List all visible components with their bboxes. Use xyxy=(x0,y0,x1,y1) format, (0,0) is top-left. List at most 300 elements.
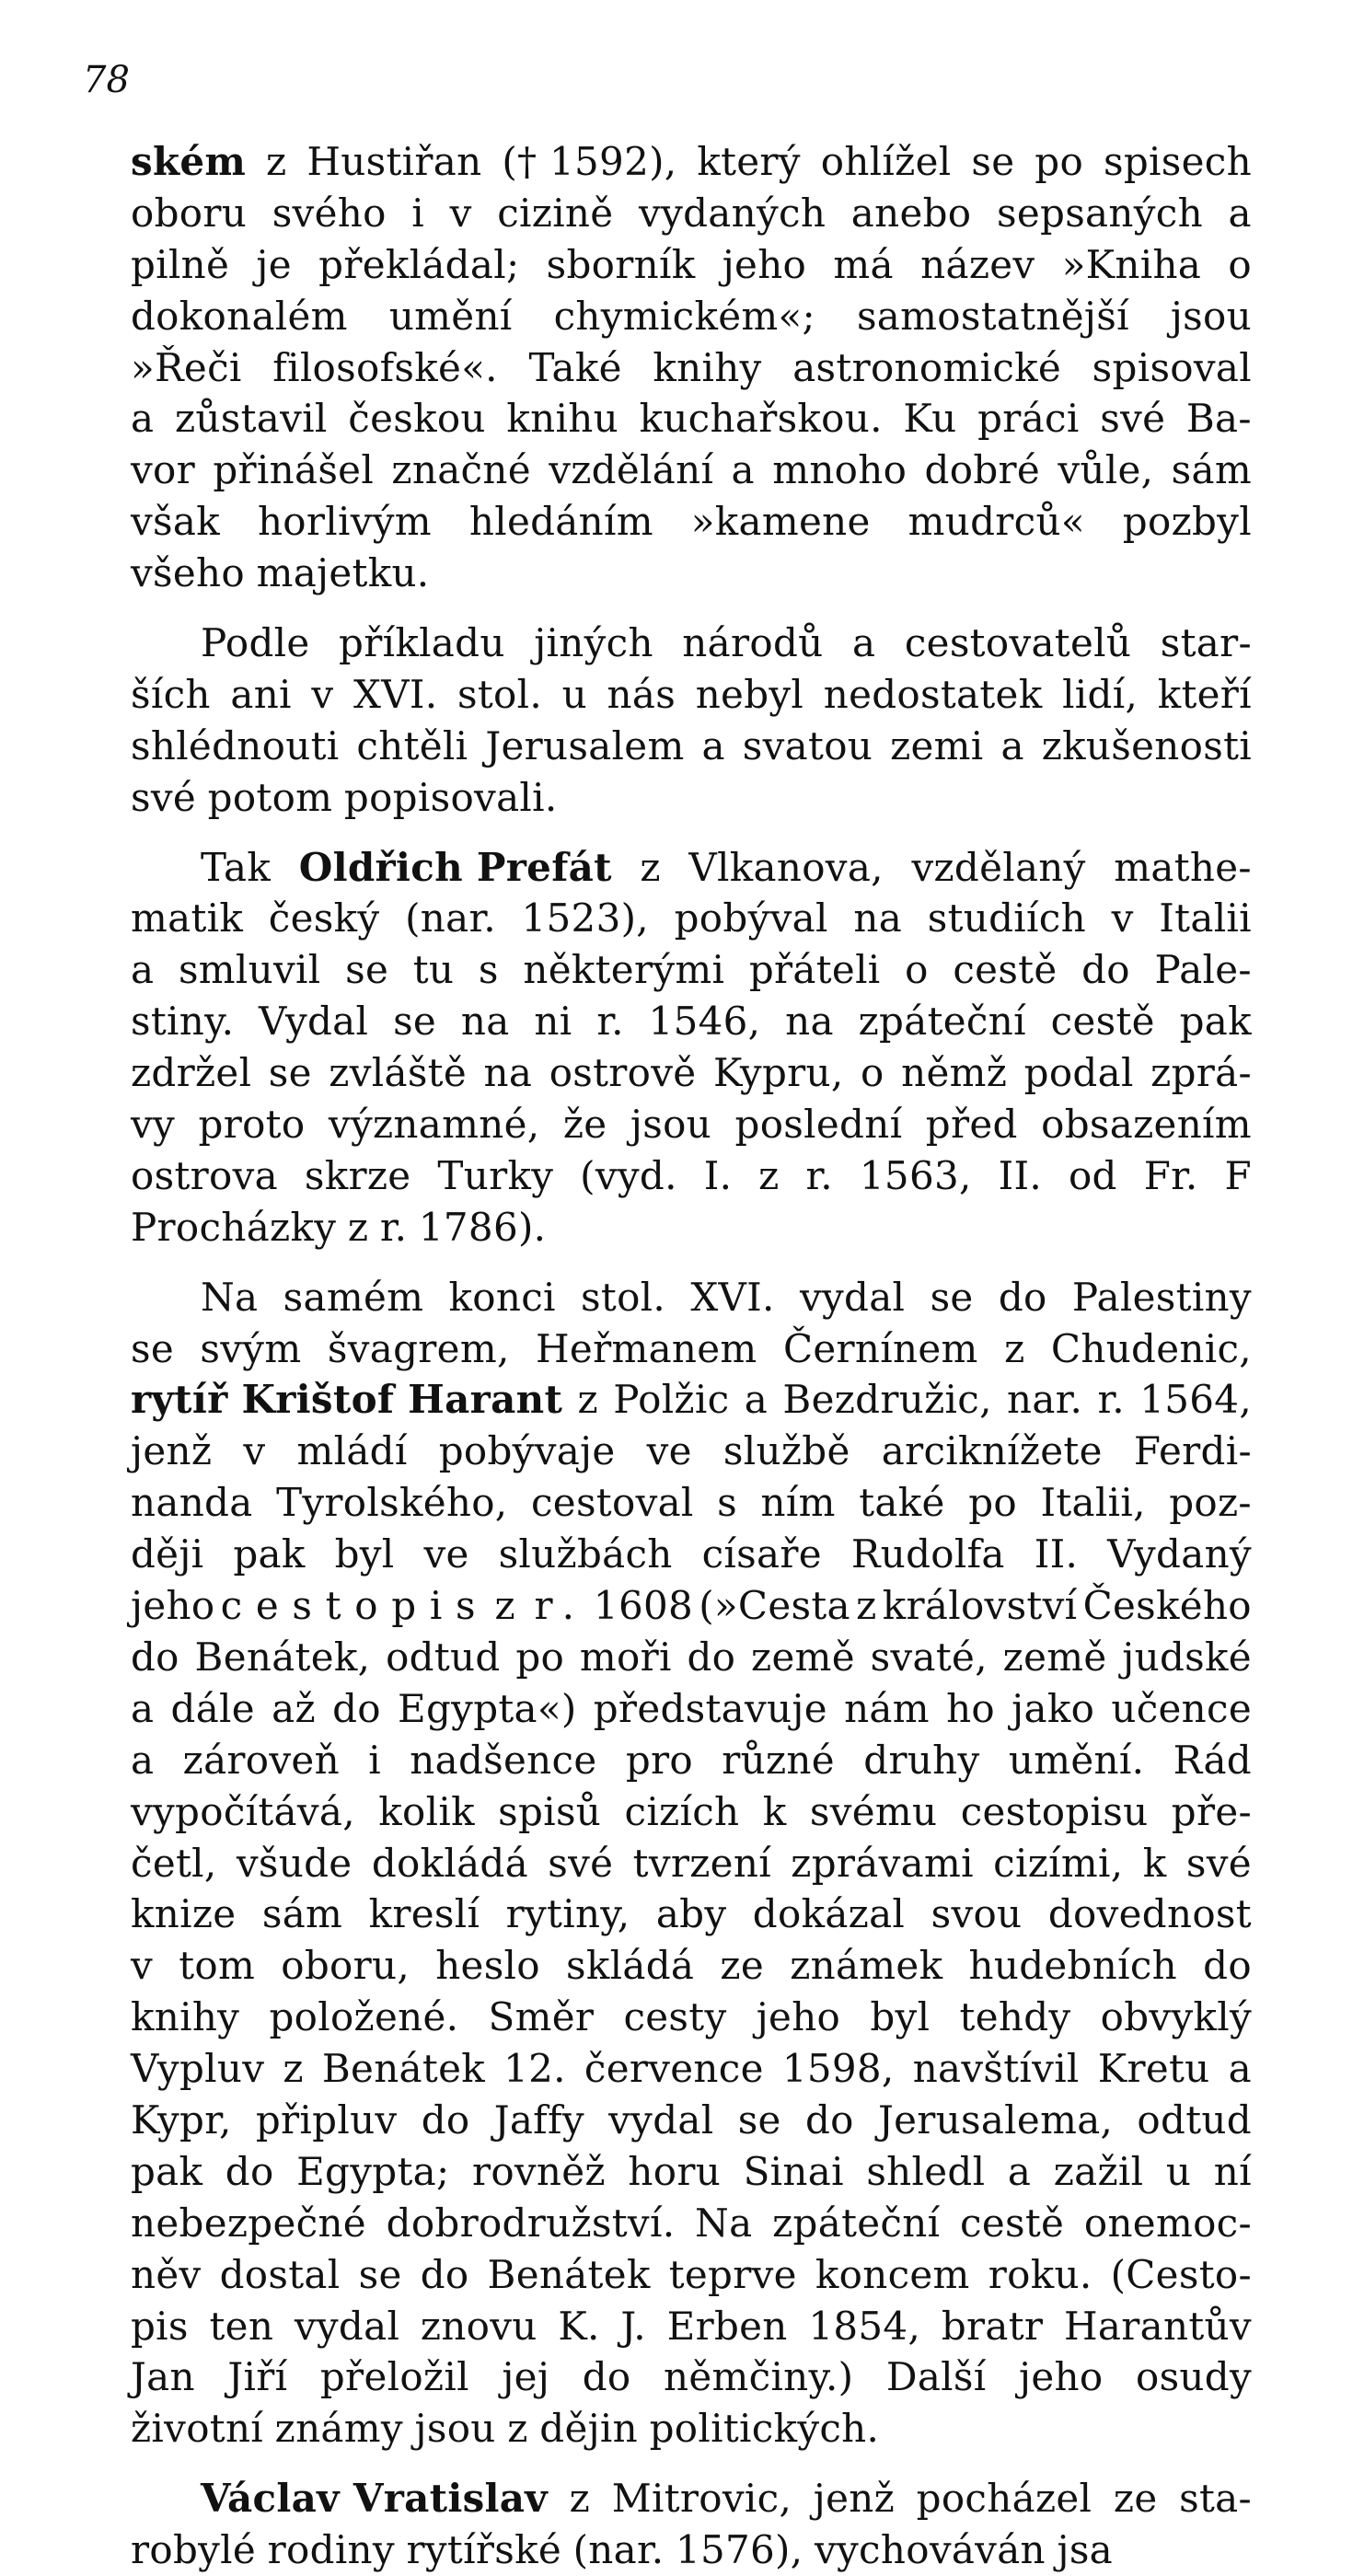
word: pobýval xyxy=(674,895,828,941)
word: jiných xyxy=(534,620,653,666)
word: cestě xyxy=(960,2200,1065,2246)
word: přáteli xyxy=(748,947,881,993)
word: v xyxy=(311,671,334,717)
word: příkladu xyxy=(339,620,505,666)
word: ském xyxy=(131,139,247,184)
word: český xyxy=(268,895,380,941)
word: navštívil xyxy=(912,2046,1080,2092)
word: práci xyxy=(977,396,1080,442)
word: F xyxy=(1224,1152,1252,1198)
word: učence xyxy=(1111,1685,1252,1731)
paragraph xyxy=(131,136,1252,599)
word: matik xyxy=(131,895,244,941)
word: jsou xyxy=(630,1102,712,1148)
word: s xyxy=(478,947,499,993)
word: z xyxy=(266,139,287,184)
word: Harantův xyxy=(1063,2303,1252,2349)
word: zvláště xyxy=(329,1050,468,1096)
word: některými xyxy=(523,947,725,993)
word: potom xyxy=(207,774,333,820)
word: na xyxy=(785,999,834,1045)
word: ve xyxy=(646,1428,692,1474)
word: Benátek xyxy=(487,2251,651,2297)
word: smluvil xyxy=(178,947,321,993)
word: a xyxy=(744,1377,769,1423)
word: Černínem xyxy=(782,1325,978,1371)
word: službě xyxy=(722,1428,850,1474)
word: skrze xyxy=(304,1152,411,1198)
word: stiny. xyxy=(131,999,235,1045)
word: heslo xyxy=(435,1943,540,1989)
word: s xyxy=(717,1480,738,1526)
word: do xyxy=(332,1685,381,1731)
word: hledáním xyxy=(468,499,653,545)
word: XVI. xyxy=(353,671,438,717)
word: po xyxy=(968,1480,1017,1526)
word: Turky xyxy=(437,1152,554,1198)
word: ni xyxy=(534,999,572,1045)
word: všeho xyxy=(131,550,245,596)
word: svaté, xyxy=(870,1634,988,1680)
word: proto xyxy=(198,1102,306,1148)
word: vy xyxy=(131,1102,176,1148)
word: nebyl xyxy=(695,671,804,717)
word: až xyxy=(272,1685,316,1731)
word: Egypta«) xyxy=(398,1685,577,1731)
word: Další xyxy=(885,2354,987,2400)
word: připluv xyxy=(255,2097,398,2143)
word: zároveň xyxy=(182,1737,340,1783)
word: ve xyxy=(423,1531,469,1577)
word: Italii, xyxy=(1040,1480,1146,1526)
word: nedostatek xyxy=(823,671,1043,717)
word: 1854, xyxy=(808,2303,921,2349)
word: horu xyxy=(628,2148,722,2194)
word: Směr xyxy=(488,1994,595,2040)
word: Tyrolského, xyxy=(276,1480,508,1526)
text-line xyxy=(131,1374,1252,1426)
word: dokázal xyxy=(752,1891,906,1937)
text-line xyxy=(131,1477,1252,1529)
word: název xyxy=(920,241,1035,287)
word: Podle xyxy=(201,620,310,666)
word: umění xyxy=(388,293,513,339)
text-line xyxy=(131,669,1252,721)
word: u xyxy=(1165,2148,1192,2194)
word: kreslí xyxy=(368,1891,480,1937)
word: oboru, xyxy=(281,1943,410,1989)
word: a xyxy=(852,620,876,666)
word: ani xyxy=(230,671,292,717)
text-line xyxy=(131,548,1252,599)
word: Polžic xyxy=(613,1377,730,1423)
word: samostatnější xyxy=(856,293,1129,339)
word: po xyxy=(1035,139,1084,184)
word: zprá- xyxy=(1150,1050,1252,1096)
text-line xyxy=(131,893,1252,944)
word: značné xyxy=(391,447,531,493)
word: do xyxy=(421,2097,470,2143)
word: i xyxy=(411,190,424,236)
word: rytiny, xyxy=(505,1891,630,1937)
word: hudebních xyxy=(968,1943,1177,1989)
text-line xyxy=(131,996,1252,1047)
word: do xyxy=(225,2148,274,2194)
word: významné, xyxy=(328,1102,540,1148)
word: své xyxy=(1100,396,1166,442)
text-line xyxy=(131,342,1252,394)
word: rovněž xyxy=(471,2148,606,2194)
text-line xyxy=(131,1786,1252,1838)
word: pak xyxy=(233,1531,306,1577)
word: ohlížel xyxy=(820,139,952,184)
word: sta- xyxy=(1179,2476,1252,2522)
word: jsou xyxy=(414,2406,496,2452)
word: poz- xyxy=(1169,1480,1252,1526)
word: a xyxy=(1228,2046,1252,2092)
text-line xyxy=(131,1992,1252,2043)
word: ších xyxy=(131,671,211,717)
word: druhy xyxy=(863,1737,980,1783)
paragraph xyxy=(131,618,1252,824)
word: kteří xyxy=(1157,671,1252,717)
text-line xyxy=(131,2403,1252,2455)
word: II. xyxy=(1034,1531,1079,1577)
word: v xyxy=(1111,895,1134,941)
word: Pale- xyxy=(1154,947,1252,993)
word: studiích xyxy=(927,895,1086,941)
text-line xyxy=(131,496,1252,548)
text-line xyxy=(131,2043,1252,2095)
word: se xyxy=(393,999,437,1045)
word: byl xyxy=(334,1531,395,1577)
word: K. xyxy=(558,2303,600,2349)
word: tu xyxy=(412,947,455,993)
word: v xyxy=(243,1428,266,1474)
word: cestoval xyxy=(530,1480,694,1526)
word: r. xyxy=(1097,1377,1125,1423)
word: r. xyxy=(805,1152,833,1198)
paragraph xyxy=(131,1272,1252,2455)
text-line xyxy=(131,1099,1252,1150)
word: němž xyxy=(901,1050,1008,1096)
text-line xyxy=(131,1047,1252,1099)
word: dokonalém xyxy=(131,293,348,339)
text-line xyxy=(131,2524,1252,2576)
word: knize xyxy=(131,1891,237,1937)
word: svým xyxy=(200,1325,302,1371)
word: z xyxy=(569,2476,591,2522)
word: cestě xyxy=(1050,999,1155,1045)
text-line xyxy=(131,1529,1252,1580)
word: lidí, xyxy=(1062,671,1139,717)
word: dokládá xyxy=(371,1840,528,1886)
word: (nar. xyxy=(572,2527,665,2573)
text-line xyxy=(131,2146,1252,2198)
word: pře- xyxy=(1171,1788,1252,1834)
text-line xyxy=(131,393,1252,445)
word: je xyxy=(256,241,292,287)
word: a xyxy=(731,447,755,493)
paragraph-gap xyxy=(131,1253,1252,1272)
word: onemoc- xyxy=(1083,2200,1252,2246)
text-line xyxy=(131,2249,1252,2301)
word: pak xyxy=(131,2148,203,2194)
text-line xyxy=(131,618,1252,669)
word: »kamene xyxy=(690,499,871,545)
word: († 1592), xyxy=(502,139,677,184)
word: cestovatelů xyxy=(904,620,1132,666)
word: Chudenic, xyxy=(1050,1325,1252,1371)
word: pilně xyxy=(131,241,230,287)
word: vypočítává, xyxy=(131,1788,355,1834)
word: že xyxy=(562,1102,607,1148)
word: jeho xyxy=(131,1583,215,1629)
text-line xyxy=(131,445,1252,496)
text-line xyxy=(131,239,1252,291)
word: do xyxy=(687,1634,736,1680)
word: se xyxy=(358,2251,402,2297)
word: Jaffy xyxy=(493,2097,584,2143)
word: Ku xyxy=(903,396,957,442)
word: vydal xyxy=(294,2303,400,2349)
word: do xyxy=(1203,1943,1252,1989)
word: znovu xyxy=(420,2303,538,2349)
word: Ba- xyxy=(1185,396,1252,442)
word: Italii xyxy=(1159,895,1252,941)
word: od xyxy=(1068,1152,1117,1198)
word: Oldřich Prefát xyxy=(298,844,612,890)
word: ději xyxy=(131,1531,204,1577)
word: samém xyxy=(283,1274,424,1320)
word: astronomické xyxy=(792,344,1062,390)
word: se xyxy=(737,2097,781,2143)
text-line xyxy=(131,842,1252,894)
word: známy xyxy=(274,2406,403,2452)
word: Jerusalem xyxy=(485,722,685,768)
word: z xyxy=(1004,1325,1025,1371)
text-line xyxy=(131,1272,1252,1323)
text-line xyxy=(131,1580,1252,1632)
word: dovednost xyxy=(1047,1891,1252,1937)
word: přinášel xyxy=(213,447,375,493)
word: 1563, xyxy=(859,1152,972,1198)
word: aby xyxy=(655,1891,727,1937)
word: roku. xyxy=(988,2251,1092,2297)
word: pocházel xyxy=(916,2476,1092,2522)
word: judské xyxy=(1122,1634,1252,1680)
word: Vypluv xyxy=(131,2046,265,2092)
word: osudy xyxy=(1135,2354,1252,2400)
word: se xyxy=(971,139,1015,184)
word: I. xyxy=(703,1152,733,1198)
word: různé xyxy=(722,1737,835,1783)
word: Ferdi- xyxy=(1133,1428,1252,1474)
word: teprve xyxy=(668,2251,797,2297)
word: nadšence xyxy=(410,1737,597,1783)
word: českou xyxy=(348,396,486,442)
word: II. xyxy=(998,1152,1043,1198)
text-line xyxy=(131,1838,1252,1889)
text-line xyxy=(131,1632,1252,1683)
word: mudrců« xyxy=(907,499,1085,545)
word: jeho xyxy=(722,241,807,287)
text-line xyxy=(131,291,1252,342)
word: u xyxy=(561,671,587,717)
word: shledl xyxy=(866,2148,986,2194)
word: v xyxy=(449,190,472,236)
word: vydal xyxy=(799,1274,906,1320)
text-line xyxy=(131,772,1252,824)
word: Heřmanem xyxy=(536,1325,757,1371)
word: »Řeči xyxy=(131,344,242,390)
text-line xyxy=(131,1150,1252,1202)
word: v xyxy=(131,1943,154,1989)
word: Sinai xyxy=(743,2148,844,2194)
word: pis xyxy=(131,2303,189,2349)
word: vydaných xyxy=(639,190,826,236)
word: 1564, xyxy=(1139,1377,1252,1423)
word: Rád xyxy=(1173,1737,1252,1783)
word: Jan xyxy=(131,2354,195,2400)
page-number: 78 xyxy=(83,59,130,101)
word: filosofské«. xyxy=(272,344,498,390)
word: r. xyxy=(596,999,624,1045)
text-line xyxy=(131,1323,1252,1375)
word: přeložil xyxy=(319,2354,469,2400)
paragraph-gap xyxy=(131,599,1252,618)
word: jeho xyxy=(1019,2354,1104,2400)
text-line xyxy=(131,1426,1252,1477)
text-line xyxy=(131,2351,1252,2403)
word: zprávami xyxy=(791,1840,974,1886)
word: cestopisu xyxy=(960,1788,1149,1834)
word: ní xyxy=(1213,2148,1252,2194)
word: 1608 xyxy=(593,1583,694,1629)
word: svatou xyxy=(742,722,873,768)
word: k xyxy=(762,1788,787,1834)
text-line xyxy=(131,1683,1252,1735)
word: cizině xyxy=(497,190,614,236)
word: »Kniha xyxy=(1061,241,1202,287)
word: J. xyxy=(620,2303,646,2349)
text-line xyxy=(131,1202,1252,1253)
word: na xyxy=(483,1050,533,1096)
word: tom xyxy=(179,1943,256,1989)
word: také xyxy=(859,1480,945,1526)
word: své xyxy=(1185,1840,1252,1886)
word: chtěli xyxy=(356,722,468,768)
word: kolik xyxy=(378,1788,475,1834)
word: z xyxy=(347,1204,369,1250)
word: na xyxy=(853,895,903,941)
word: o xyxy=(1228,241,1252,287)
text-line xyxy=(131,2095,1252,2146)
word: arciknížete xyxy=(881,1428,1103,1474)
word: sám xyxy=(1171,447,1252,493)
word: svou xyxy=(931,1891,1023,1937)
word: knihu xyxy=(506,396,618,442)
word: představuje xyxy=(593,1685,827,1731)
text-line xyxy=(131,2301,1252,2352)
word: Benátek xyxy=(321,2046,485,2092)
word: Také xyxy=(528,344,622,390)
word: i xyxy=(368,1737,381,1783)
word: 12. xyxy=(503,2046,566,2092)
word: dostal xyxy=(219,2251,341,2297)
word: Českého xyxy=(1082,1583,1252,1629)
word: jenž xyxy=(813,2476,896,2522)
word: odtud xyxy=(386,1634,501,1680)
word: 1576), xyxy=(675,2527,803,2573)
word: vzdělaný xyxy=(911,844,1086,890)
word: oboru xyxy=(131,190,248,236)
word: spisech xyxy=(1103,139,1252,184)
word: (»Cesta xyxy=(699,1583,850,1629)
word: Erben xyxy=(666,2303,788,2349)
text-line xyxy=(131,2198,1252,2249)
text-line xyxy=(131,1940,1252,1992)
word: moři xyxy=(579,1634,672,1680)
word: vydal xyxy=(608,2097,714,2143)
word: sepsaných xyxy=(997,190,1203,236)
word: ním xyxy=(760,1480,836,1526)
word: vychováván xyxy=(815,2527,1046,2573)
word: chymickém«; xyxy=(553,293,815,339)
word: spisoval xyxy=(1092,344,1252,390)
word: konci xyxy=(448,1274,556,1320)
word: obsazením xyxy=(1041,1102,1252,1148)
word: stol. xyxy=(457,671,542,717)
word: Procházky xyxy=(131,1204,337,1250)
word: z xyxy=(494,1583,529,1629)
paragraph-gap xyxy=(131,2455,1252,2473)
word: a xyxy=(1007,2148,1032,2194)
word: ten xyxy=(209,2303,274,2349)
word: a xyxy=(1228,190,1252,236)
word: spisů xyxy=(498,1788,602,1834)
body-text xyxy=(131,136,1252,2576)
word: popisovali. xyxy=(343,774,558,820)
word: pak xyxy=(1179,999,1252,1045)
word: národů xyxy=(682,620,824,666)
word: překládal; xyxy=(318,241,520,287)
word: cestě xyxy=(953,947,1058,993)
paragraph-gap xyxy=(131,824,1252,842)
word: vzdělání xyxy=(549,447,714,493)
word: němčiny.) xyxy=(664,2354,854,2400)
word: obvyklý xyxy=(1100,1994,1252,2040)
word: jsa xyxy=(1057,2527,1114,2573)
word: rytíř Krištof Harant xyxy=(131,1377,563,1423)
word: dějin xyxy=(539,2406,639,2452)
word: umění. xyxy=(1008,1737,1145,1783)
word: o xyxy=(861,1050,884,1096)
word: (vyd. xyxy=(580,1152,677,1198)
word: švagrem, xyxy=(327,1325,510,1371)
word: podal xyxy=(1023,1050,1134,1096)
word: Jerusalema, xyxy=(877,2097,1114,2143)
word: do xyxy=(998,1274,1047,1320)
word: z xyxy=(758,1152,780,1198)
word: cesty xyxy=(623,1994,727,2040)
word: a xyxy=(131,396,155,442)
word: tehdy xyxy=(959,1994,1071,2040)
word: četl, xyxy=(131,1840,217,1886)
word: nám xyxy=(844,1685,930,1731)
word: Vydaný xyxy=(1107,1531,1252,1577)
word: stol. xyxy=(581,1274,666,1320)
